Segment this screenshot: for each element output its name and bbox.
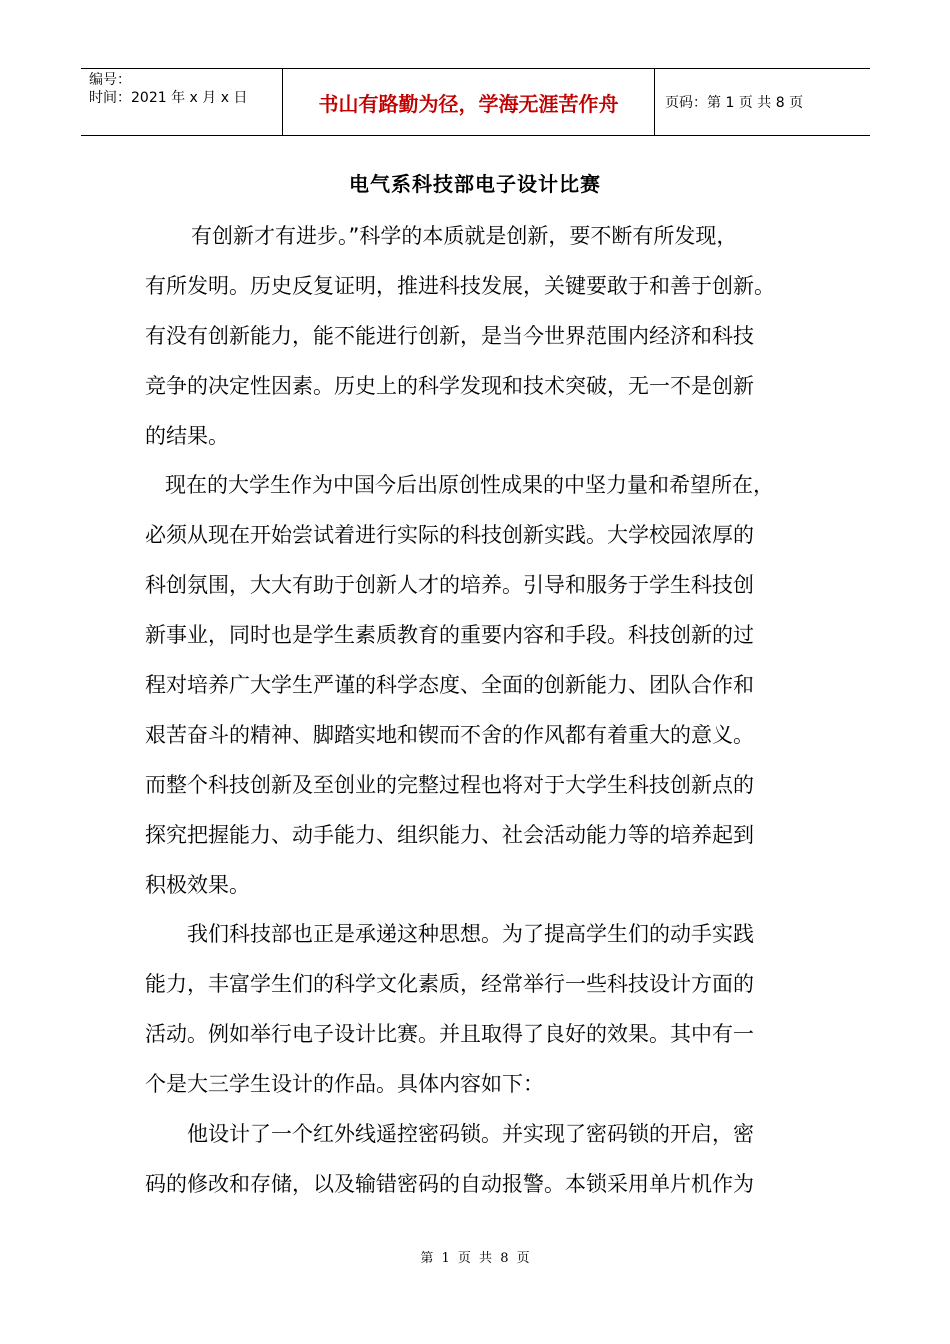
text-line: 能力，丰富学生们的科学文化素质，经常举行一些科技设计方面的: [145, 972, 754, 997]
document-body: [145, 212, 817, 1210]
header-motto: 书山有路勤为径，学海无涯苦作舟: [282, 69, 655, 135]
text-line: 科创氛围，大大有助于创新人才的培养。引导和服务于学生科技创: [145, 573, 754, 598]
text-line: 个是大三学生设计的作品。具体内容如下：: [145, 1072, 544, 1097]
text-line: 新事业，同时也是学生素质教育的重要内容和手段。科技创新的过: [145, 623, 754, 648]
text-line: 有所发明。历史反复证明，推进科技发展，关键要敢于和善于创新。: [145, 273, 775, 298]
text-line: 积极效果。: [145, 872, 250, 897]
text-line: 艰苦奋斗的精神、脚踏实地和锲而不舍的作风都有着重大的意义。: [145, 722, 754, 747]
text-line: 我们科技部也正是承递这种思想。为了提高学生们的动手实践: [187, 922, 754, 947]
text-line: 探究把握能力、动手能力、组织能力、社会活动能力等的培养起到: [145, 822, 754, 847]
text-line: 活动。例如举行电子设计比赛。并且取得了良好的效果。其中有一: [145, 1022, 754, 1047]
text-line: 有没有创新能力，能不能进行创新，是当今世界范围内经济和科技: [145, 323, 754, 348]
text-line: 竞争的决定性因素。历史上的科学发现和技术突破，无一不是创新: [145, 373, 754, 398]
text-line: 现在的大学生作为中国今后出原创性成果的中坚力量和希望所在，: [165, 473, 774, 498]
text-line: 有创新才有进步。”科学的本质就是创新，要不断有所发现，: [191, 224, 738, 248]
text-line: 而整个科技创新及至创业的完整过程也将对于大学生科技创新点的: [145, 772, 754, 797]
text-line: 他设计了一个红外线遥控密码锁。并实现了密码锁的开启，密: [187, 1122, 754, 1147]
page-footer: 第 1 页 共 8 页: [420, 1251, 530, 1266]
text-line: 必须从现在开始尝试着进行实际的科技创新实践。大学校园浓厚的: [145, 523, 754, 548]
text-line: 程对培养广大学生严谨的科学态度、全面的创新能力、团队合作和: [145, 673, 754, 698]
text-line: 的结果。: [145, 423, 229, 448]
document-title: 电气系科技部电子设计比赛: [349, 172, 601, 196]
text-line: 码的修改和存储，以及输错密码的自动报警。本锁采用单片机作为: [145, 1171, 754, 1196]
paragraph: [145, 1110, 817, 1210]
document-header: [81, 68, 870, 136]
paragraph: [145, 910, 817, 1110]
date-label: 时间：2021 年 x 月 x 日: [89, 90, 248, 106]
paragraph: [145, 212, 817, 461]
paragraph: [145, 461, 817, 910]
header-page-info: 页码：第 1 页 共 8 页: [665, 95, 804, 111]
number-label: 编号：: [89, 72, 131, 88]
header-meta: [81, 69, 282, 135]
